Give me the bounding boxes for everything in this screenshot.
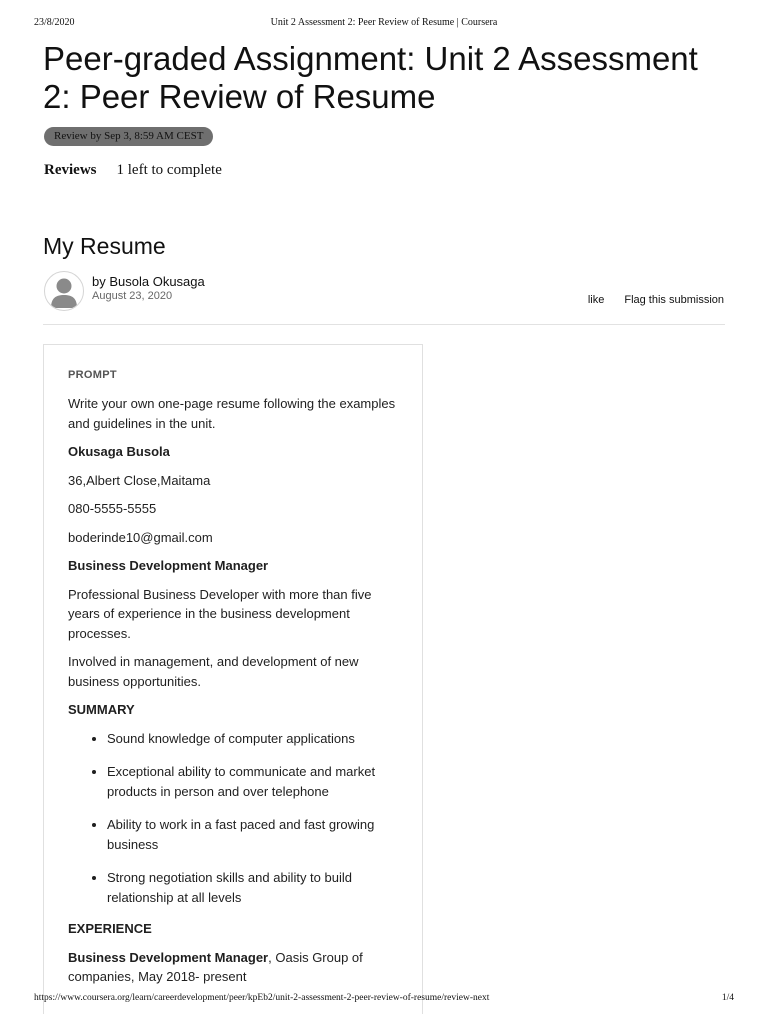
resume-profile: Professional Business Developer with more than five years of experience in the business development processes. <box>68 586 372 641</box>
print-date: 23/8/2020 <box>34 17 75 28</box>
print-header <box>34 17 734 31</box>
submission-card <box>43 344 423 1014</box>
page-number: 1/4 <box>721 993 734 1003</box>
list-item: • Exceptional ability to communicate and market products in person and over telephone <box>107 762 398 801</box>
experience-title: Business Development Manager <box>68 949 269 965</box>
resume-email: boderinde10@gmail.com <box>68 529 213 545</box>
divider <box>43 324 725 325</box>
resume-role: Business Development Manager <box>68 558 269 573</box>
avatar <box>44 271 84 311</box>
prompt-text: Write your own one-page resume following the examples and guidelines in the unit. <box>68 396 396 431</box>
flag-submission-button[interactable]: Flag this submission <box>624 294 724 306</box>
summary-list <box>68 729 398 908</box>
resume-name: Okusaga Busola <box>68 444 170 459</box>
list-item: • Strong negotiation skills and ability to build relationship at all levels <box>107 868 398 907</box>
submission-title: My Resume <box>43 233 166 259</box>
experience-entry <box>68 948 398 987</box>
reviews-remaining: 1 left to complete <box>116 162 222 178</box>
print-footer <box>34 993 734 1007</box>
like-button[interactable]: like <box>587 294 605 306</box>
reviews-status-row <box>44 162 222 179</box>
print-page-title: Unit 2 Assessment 2: Peer Review of Resume | Coursera <box>270 17 498 28</box>
resume-address: 36,Albert Close,Maitama <box>68 472 211 488</box>
submission-date: August 23, 2020 <box>92 290 173 302</box>
summary-heading: SUMMARY <box>68 702 135 717</box>
submission-author[interactable]: by Busola Okusaga <box>92 274 205 289</box>
resume-phone: 080-5555-5555 <box>68 501 157 516</box>
page-title: Peer-graded Assignment: Unit 2 Assessment 2: Peer Review of Resume <box>43 40 698 115</box>
reviews-label: Reviews <box>44 162 97 178</box>
experience-detail: , Oasis Group of companies, May 2018- present <box>68 949 363 984</box>
list-item: • Ability to work in a fast paced and fast growing business <box>107 815 398 854</box>
list-item: • Sound knowledge of computer applications <box>107 729 398 749</box>
resume-profile: Involved in management, and development of new business opportunities. <box>68 654 359 689</box>
submission-actions <box>588 294 724 306</box>
user-silhouette-icon <box>45 272 83 310</box>
prompt-label: PROMPT <box>68 369 117 381</box>
page-url: https://www.coursera.org/learn/careerdevelopment/peer/kpEb2/unit-2-assessment-2-peer-review-of-resume/review-next <box>34 993 490 1003</box>
experience-heading: EXPERIENCE <box>68 921 152 936</box>
due-date-badge: Review by Sep 3, 8:59 AM CEST <box>44 127 213 146</box>
